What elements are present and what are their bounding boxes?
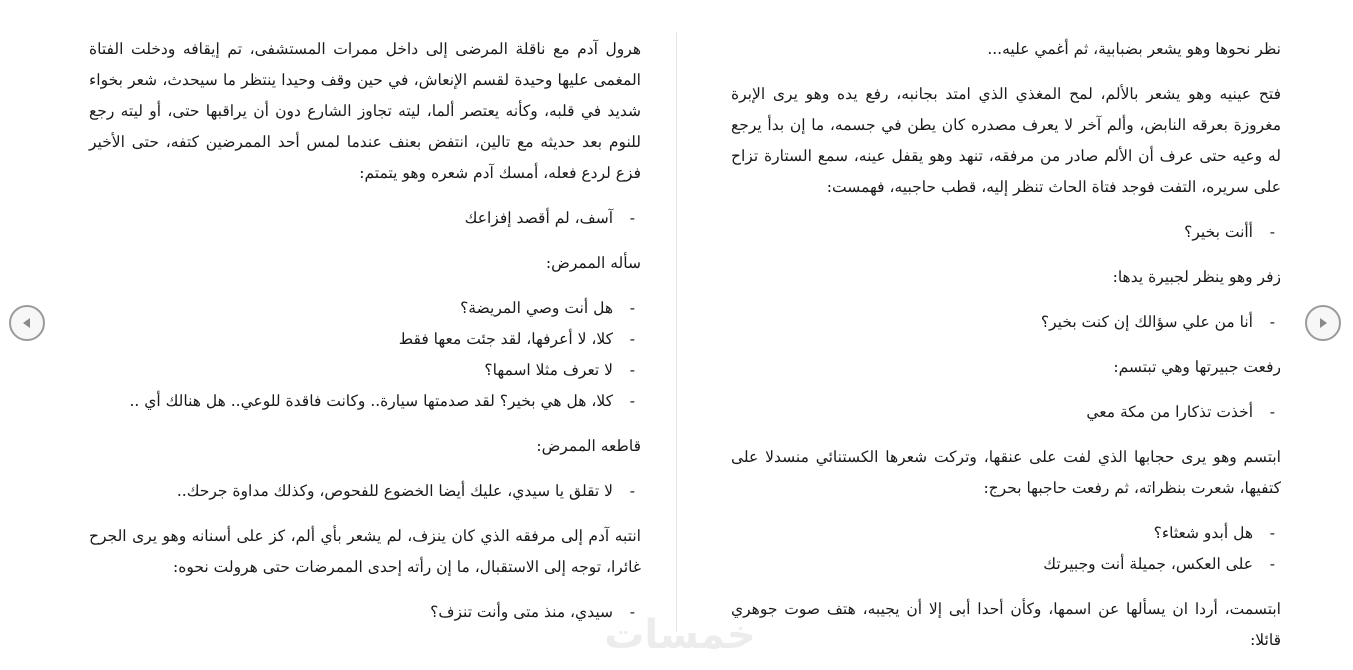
paragraph: فتح عينيه وهو يشعر بالألم، لمح المغذي الذي امتد بجانبه، رفع يده وهو يرى الإبرة مغروزة بعرقه النابض، وألم آخر لا يعرف مصدره كان يطن في جسمه، ما إن بدأ يرجع له وعيه حتى عرف أن الألم صادر من مرفقه، تنهد وهو يقفل عينه، سمع الستارة تزاح على سريره، التفت فوجد فتاة الحاث تنظر إليه، قطب حاجبيه، فهمست: — [731, 85, 1281, 196]
dialogue-list — [89, 203, 641, 234]
paragraph: قاطعه الممرض: — [536, 437, 641, 455]
dialogue-line: - لا تعرف مثلا اسمها؟ — [89, 355, 613, 386]
paragraph: رفعت جبيرتها وهي تبتسم: — [1113, 358, 1281, 376]
dialogue-line: - آسف، لم أقصد إفزاعك — [89, 203, 613, 234]
paragraph: ابتسم وهو يرى حجابها الذي لفت على عنقها، وتركت شعرها الكستنائي منسدلا على كتفيها، شعرت بنظراته، ثم رفعت حاجبها بحرج: — [731, 448, 1281, 497]
dialogue-line: - أخذت تذكارا من مكة معي — [731, 397, 1253, 428]
dialogue-list — [731, 518, 1281, 580]
dialogue-list — [731, 307, 1281, 338]
paragraph: زفر وهو ينظر لجبيرة يدها: — [1112, 268, 1281, 286]
chevron-left-icon — [20, 316, 34, 330]
dialogue-list — [89, 476, 641, 507]
page-divider — [676, 32, 677, 632]
dialogue-line: - هل أبدو شعثاء؟ — [731, 518, 1253, 549]
paragraph: نظر نحوها وهو يشعر بضبابية، ثم أغمي عليه... — [987, 40, 1281, 58]
dialogue-line: - سيدي، منذ متى وأنت تنزف؟ — [89, 597, 613, 628]
dialogue-line: - كلا، لا أعرفها، لقد جئت معها فقط — [89, 324, 613, 355]
paragraph: ابتسمت، أردا ان يسألها عن اسمها، وكأن أحدا أبى إلا أن يجيبه، هتف صوت جوهري قائلا: — [731, 600, 1281, 649]
paragraph: انتبه آدم إلى مرفقه الذي كان ينزف، لم يشعر بأي ألم، كز على أسنانه وهو يرى الجرح غائرا، توجه إلى الاستقبال، ما إن رأته إحدى الممرضات حتى هرولت نحوه: — [89, 527, 641, 576]
dialogue-list — [89, 293, 641, 417]
dialogue-line: - كلا، هل هي بخير؟ لقد صدمتها سيارة.. وكانت فاقدة للوعي.. هل هنالك أي .. — [89, 386, 613, 417]
dialogue-line: - لا تقلق يا سيدي، عليك أيضا الخضوع للفحوص، وكذلك مداوة جرحك.. — [89, 476, 613, 507]
dialogue-line: - على العكس، جميلة أنت وجبيرتك — [731, 549, 1253, 580]
left-page — [89, 34, 641, 642]
previous-page-button[interactable] — [9, 305, 45, 341]
dialogue-list — [731, 217, 1281, 248]
dialogue-line: - أأنت بخير؟ — [731, 217, 1253, 248]
dialogue-line: - هل أنت وصي المريضة؟ — [89, 293, 613, 324]
next-page-button[interactable] — [1305, 305, 1341, 341]
right-page — [731, 34, 1281, 670]
dialogue-line: - أنا من علي سؤالك إن كنت بخير؟ — [731, 307, 1253, 338]
paragraph: هرول آدم مع ناقلة المرضى إلى داخل ممرات المستشفى، تم إيقافه ودخلت الفتاة المغمى عليها وحيدة لقسم الإنعاش، في حين وقف وحيدا ينتظر ما سيحدث، شعر بخواء شديد في قلبه، وكأنه يعتصر ألما، ليته تجاوز الشارع دون أن يراقبها حتى، أو ليته رجع للنوم بعد حديثه مع تالين، انتفض بعنف عندما لمس أحد الممرضين كتفه، حتى الأخير فزع لردع فعله، أمسك آدم شعره وهو يتمتم: — [89, 40, 641, 182]
paragraph: سأله الممرض: — [545, 254, 641, 272]
dialogue-list — [89, 597, 641, 628]
dialogue-list — [731, 397, 1281, 428]
chevron-right-icon — [1316, 316, 1330, 330]
watermark-logo: خمسات — [604, 612, 756, 658]
